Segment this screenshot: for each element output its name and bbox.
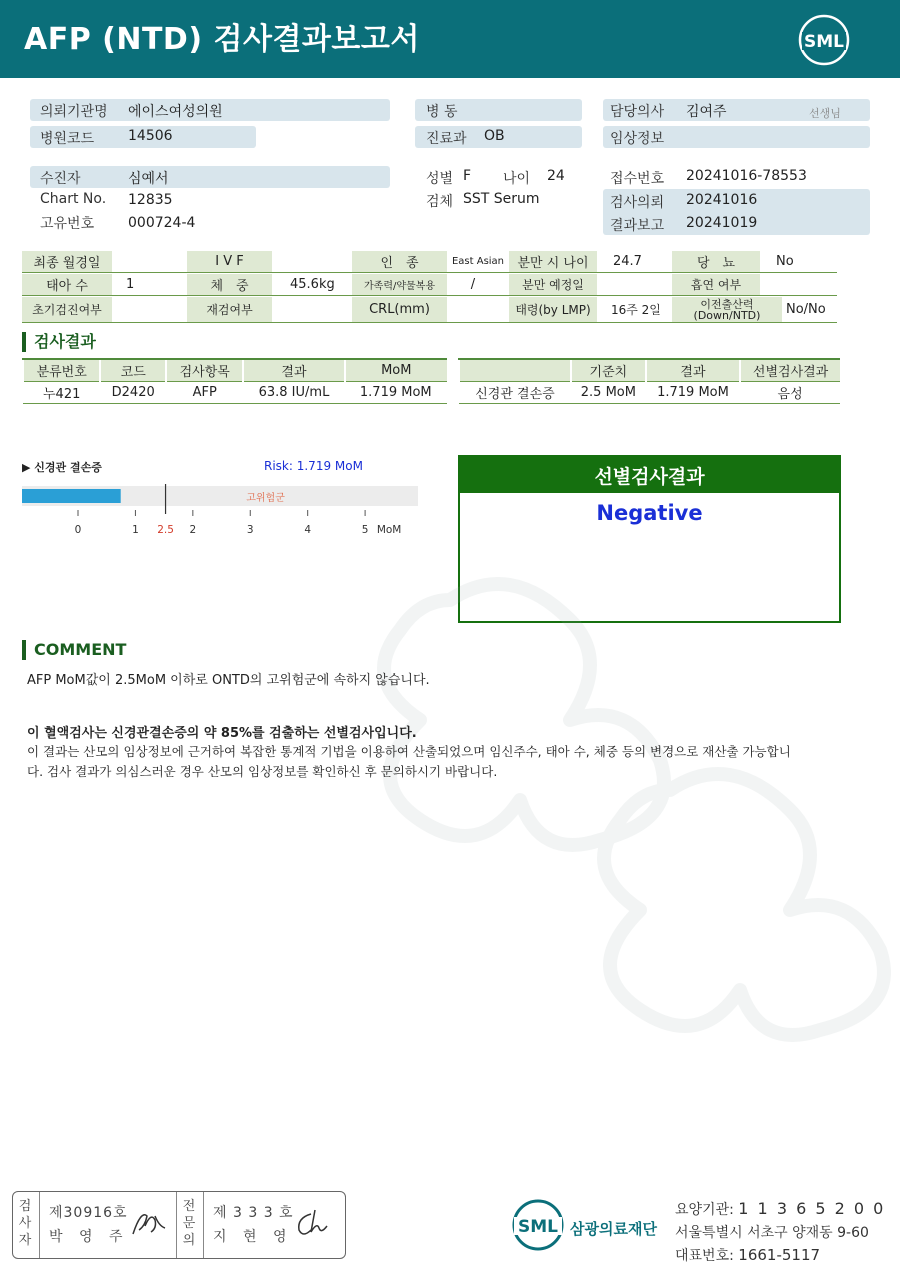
comment-line-3: 이 결과는 산모의 임상정보에 근거하여 복잡한 통계적 기법을 이용하여 산출되었으며 임신주수, 태아 수, 체중 등의 변경으로 재산출 가능합니 <box>27 744 791 759</box>
grid-value <box>112 251 187 272</box>
table-cell: 1.719 MoM <box>345 381 447 403</box>
dept-value: OB <box>484 128 505 144</box>
grid-value: 1 <box>126 277 135 292</box>
footer-phone-line <box>675 1245 820 1265</box>
grid-value: / <box>470 277 476 292</box>
institution-value: 에이스여성의원 <box>128 104 223 120</box>
table-header: 검사항목 <box>166 359 243 381</box>
grid-label: 태아 수 <box>22 274 112 295</box>
table-header: 분류번호 <box>23 359 100 381</box>
report-title: AFP (NTD) 검사결과보고서 <box>24 22 420 57</box>
grid-value <box>609 274 669 295</box>
table-header: MoM <box>345 359 447 381</box>
grid-label: 가족력/약물복용 <box>352 274 447 295</box>
risk-chart-label: ▶ 신경관 결손증 <box>22 461 102 474</box>
age-label: 나이 <box>503 171 531 187</box>
footer-code-label: 요양기관: <box>675 1202 734 1218</box>
svg-text:SML: SML <box>518 1217 558 1237</box>
table-header <box>459 359 571 381</box>
specialist-name: 지 현 영 <box>213 1229 293 1245</box>
tick-label: 1 <box>132 524 139 536</box>
doctor-suffix: 선생님 <box>809 107 841 120</box>
tick-label: 3 <box>246 524 254 536</box>
table-cell: 신경관 결손증 <box>459 381 571 403</box>
tick-label: 2 <box>189 524 197 536</box>
sex-value: F <box>463 168 472 184</box>
chart-value: 12835 <box>128 192 173 208</box>
dept-label: 진료과 <box>426 131 467 147</box>
grid-value: East Asian <box>451 256 505 267</box>
grid-value: 16주 2일 <box>611 303 661 317</box>
hospital-code-value: 14506 <box>128 128 173 144</box>
clinical-grid-row-3 <box>22 297 837 323</box>
patient-label: 수진자 <box>40 171 81 187</box>
watermark-icon <box>340 540 900 1060</box>
tick-label: 2.5 <box>157 524 174 536</box>
table-header: 기준치 <box>571 359 646 381</box>
screen-result-value: Negative <box>596 501 703 525</box>
table-header: 코드 <box>100 359 166 381</box>
comment-line-4: 다. 검사 결과가 의심스러운 경우 산모의 임상정보를 확인하신 후 문의하시기 바랍니다. <box>27 764 498 779</box>
grid-value: No <box>776 254 794 269</box>
institution-label: 의뢰기관명 <box>40 104 108 120</box>
specialist-number: 제 3 3 3 호 <box>213 1205 294 1221</box>
patient-value: 심예서 <box>128 171 169 187</box>
grid-value <box>447 297 509 322</box>
table-header: 선별검사결과 <box>740 359 840 381</box>
comment-title: COMMENT <box>22 640 126 660</box>
screen-result-title: 선별검사결과 <box>460 457 839 493</box>
table-header: 결과 <box>646 359 740 381</box>
table-cell: D2420 <box>100 381 166 403</box>
receipt-label: 접수번호 <box>610 171 665 187</box>
grid-value: 45.6kg <box>290 277 335 292</box>
high-risk-label: 고위험군 <box>246 493 285 504</box>
report-date-value: 20241019 <box>686 215 758 231</box>
grid-value <box>272 251 352 272</box>
results-table <box>22 358 447 404</box>
unique-value: 000724-4 <box>128 215 196 231</box>
grid-label: 분만 예정일 <box>509 274 597 295</box>
ward-label: 병 동 <box>426 104 458 120</box>
specialist-vertical-label: 전 문 의 <box>182 1199 196 1248</box>
grid-label: I V F <box>187 251 272 272</box>
grid-value: No/No <box>786 302 826 317</box>
grid-label: 당 뇨 <box>672 251 760 272</box>
footer-code-value: 1 1 3 6 5 2 0 0 <box>738 1199 886 1218</box>
table-row <box>23 381 447 403</box>
grid-value: 24.7 <box>613 254 642 269</box>
table-header-row <box>23 359 447 381</box>
chart-label: Chart No. <box>40 191 107 207</box>
comment-line-2: 이 혈액검사는 신경관결손증의 약 85%를 검출하는 선별검사입니다. <box>27 726 417 741</box>
inspector-vertical-label: 검 사 자 <box>18 1199 32 1248</box>
inspector-signature-icon <box>129 1206 169 1240</box>
specimen-label: 검체 <box>426 194 454 210</box>
grid-value <box>112 297 187 322</box>
grid-value <box>772 274 832 295</box>
grid-label: 태령(by LMP) <box>509 297 597 322</box>
table-row <box>459 381 840 403</box>
table-header-row <box>459 359 840 381</box>
request-label: 검사의뢰 <box>610 195 665 211</box>
table-header: 결과 <box>243 359 344 381</box>
grid-label: 흡연 여부 <box>672 274 760 295</box>
footer-phone-value: 1661-5117 <box>738 1246 821 1264</box>
report-date-label: 결과보고 <box>610 218 665 234</box>
clinical-label: 임상정보 <box>610 131 665 147</box>
sml-logo-icon <box>796 12 852 68</box>
tick-label: 4 <box>304 524 312 536</box>
hospital-code-label: 병원코드 <box>40 131 95 147</box>
risk-value-text: Risk: 1.719 MoM <box>264 459 363 473</box>
footer-sml-logo-icon <box>510 1197 566 1253</box>
risk-bar-fill <box>22 489 121 503</box>
table-cell: 음성 <box>740 381 840 403</box>
report-header <box>0 0 900 78</box>
tick-label: 0 <box>74 524 82 536</box>
risk-chart <box>22 458 422 548</box>
grid-label: CRL(mm) <box>352 297 447 322</box>
footer-org-name: 삼광의료재단 <box>570 1220 657 1238</box>
table-cell: 누421 <box>23 381 100 403</box>
signature-box <box>12 1191 346 1259</box>
table-cell: AFP <box>166 381 243 403</box>
patient-box <box>30 166 390 188</box>
clinical-grid-row-1 <box>22 251 837 273</box>
divider <box>176 1192 177 1258</box>
footer-phone-label: 대표번호: <box>675 1248 734 1264</box>
tick-label: 5 <box>361 524 369 536</box>
age-value: 24 <box>547 168 565 184</box>
inspector-number: 제30916호 <box>49 1205 128 1221</box>
results-section-title: 검사결과 <box>22 332 96 352</box>
sex-label: 성별 <box>426 171 454 187</box>
divider <box>39 1192 40 1258</box>
doctor-label: 담당의사 <box>610 104 665 120</box>
grid-label: 인 종 <box>352 251 447 272</box>
divider <box>203 1192 204 1258</box>
grid-value <box>272 297 352 322</box>
specimen-value: SST Serum <box>463 191 540 207</box>
svg-text:SML: SML <box>804 32 844 52</box>
axis-unit-label: MoM <box>376 524 402 536</box>
grid-label: 최종 월경일 <box>22 251 112 272</box>
footer-address: 서울특별시 서초구 양재동 9-60 <box>675 1225 869 1241</box>
inspector-name: 박 영 주 <box>49 1229 129 1245</box>
clinical-grid-row-2 <box>22 274 837 296</box>
screen-table <box>458 358 840 404</box>
footer-code-line <box>675 1199 885 1219</box>
doctor-value: 김여주 <box>686 104 727 120</box>
specialist-signature-icon <box>293 1206 333 1240</box>
grid-label: 분만 시 나이 <box>509 251 597 272</box>
grid-label: 재검여부 <box>187 297 272 322</box>
table-cell: 2.5 MoM <box>571 381 646 403</box>
table-cell: 1.719 MoM <box>646 381 740 403</box>
comment-line-1: AFP MoM값이 2.5MoM 이하로 ONTD의 고위험군에 속하지 않습니다. <box>27 673 430 688</box>
grid-label: 체 중 <box>187 274 272 295</box>
request-value: 20241016 <box>686 192 758 208</box>
unique-label: 고유번호 <box>40 216 95 232</box>
risk-bar-graph <box>22 482 422 544</box>
receipt-value: 20241016-78553 <box>686 168 807 184</box>
table-cell: 63.8 IU/mL <box>243 381 344 403</box>
grid-label: 초기검진여부 <box>22 297 112 322</box>
grid-label: 이전출산력 (Down/NTD) <box>672 297 782 322</box>
